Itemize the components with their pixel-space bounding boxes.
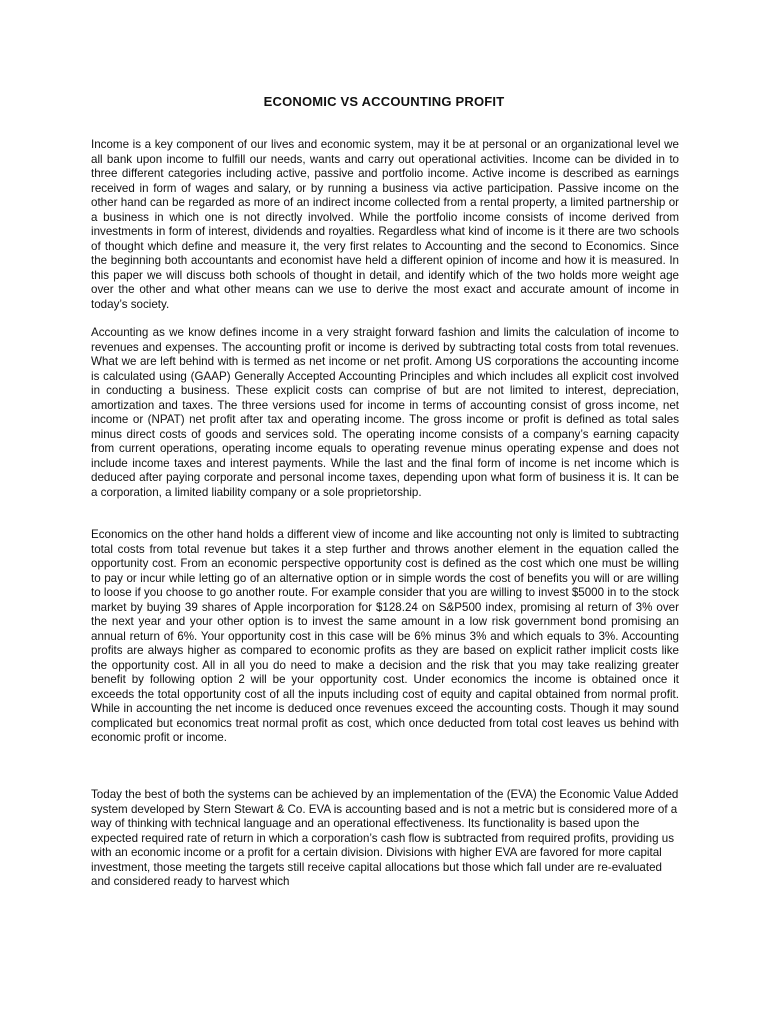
- page-title: ECONOMIC VS ACCOUNTING PROFIT: [263, 94, 505, 109]
- paragraph-eva-system: Today the best of both the systems can be achieved by an implementation of the (EVA) the Economic Value Added system developed by Stern Stewart & Co. EVA is accounting based and is not a metric but is considered more of a way of thinking with technical language and an operational effectiveness. Its functionality is based upon the expected required rate of return in which a corporation’s cash flow is subtracted from required profits, providing us with an economic income or a profit for a certain division. Divisions with higher EVA are favored for more capital investment, those meeting the targets still receive capital allocations but those which fall under are re-evaluated and considered ready to harvest which: [91, 788, 679, 888]
- paragraph-income-overview: Income is a key component of our lives and economic system, may it be at personal or an organizational level we all bank upon income to fulfill our needs, wants and carry out operational activities. Income can be divided in to three different categories including active, passive and portfolio income. Active income is described as earnings received in form of wages and salary, or by running a business via active participation. Passive income on the other hand can be regarded as more of an indirect income collected from a rental property, a limited partnership or a business in which one is not directly involved. While the portfolio income consists of income derived from investments in form of interest, dividends and royalties. Regardless what kind of income is it there are two schools of thought which define and measure it, the very first relates to Accounting and the second to Economics. Since the beginning both accountants and economist have held a different opinion of income and how it is measured. In this paper we will discuss both schools of thought in detail, and identify which of the two holds more weight age over the other and what other means can we use to derive the most exact and accurate amount of income in today’s society.: [91, 138, 679, 311]
- paragraph-economic-income: Economics on the other hand holds a different view of income and like accounting not only is limited to subtracting total costs from total revenue but takes it a step further and throws another element in the equation called the opportunity cost. From an economic perspective opportunity cost is defined as the cost which one must be willing to pay or incur while letting go of an alternative option or in simple words the cost of benefits you will or are willing to loose if you choose to go another route. For example consider that you are willing to invest $5000 in to the stock market by buying 39 shares of Apple incorporation for $128.24 on S&P500 index, promising al return of 3% over the next year and your other option is to invest the same amount in a low risk government bond promising an annual return of 6%. Your opportunity cost in this case will be 6% minus 3% and which equals to 3%. Accounting profits are always higher as compared to economic profits as they are based on explicit rather implicit costs like the opportunity cost. All in all you do need to make a decision and the risk that you may take realizing greater benefit by following option 2 will be your opportunity cost. Under economics the income is obtained once it exceeds the total opportunity cost of all the inputs including cost of equity and capital obtained from normal profit. While in accounting the net income is deduced once revenues exceed the accounting costs. Though it may sound complicated but economics treat normal profit as cost, which once deducted from total cost leaves us behind with economic profit or income.: [91, 528, 679, 744]
- paragraph-accounting-income: Accounting as we know defines income in a very straight forward fashion and limits the calculation of income to revenues and expenses. The accounting profit or income is derived by subtracting total costs from total revenues. What we are left behind with is termed as net income or net profit. Among US corporations the accounting income is calculated using (GAAP) Generally Accepted Accounting Principles and which includes all explicit cost involved in conducting a business. These explicit costs can comprise of but are not limited to interest, depreciation, amortization and taxes. The three versions used for income in terms of accounting consist of gross income, net income or (NPAT) net profit after tax and operating income. The gross income or profit is defined as total sales minus direct costs of goods and services sold. The operating income consists of a company’s earning capacity from current operations, operating income equals to operating revenue minus operating expense and does not include income taxes and interest payments. While the last and the final form of income is net income which is deduced after paying corporate and personal income taxes, depending upon what form of business it is. It can be a corporation, a limited liability company or a sole proprietorship.: [91, 326, 679, 499]
